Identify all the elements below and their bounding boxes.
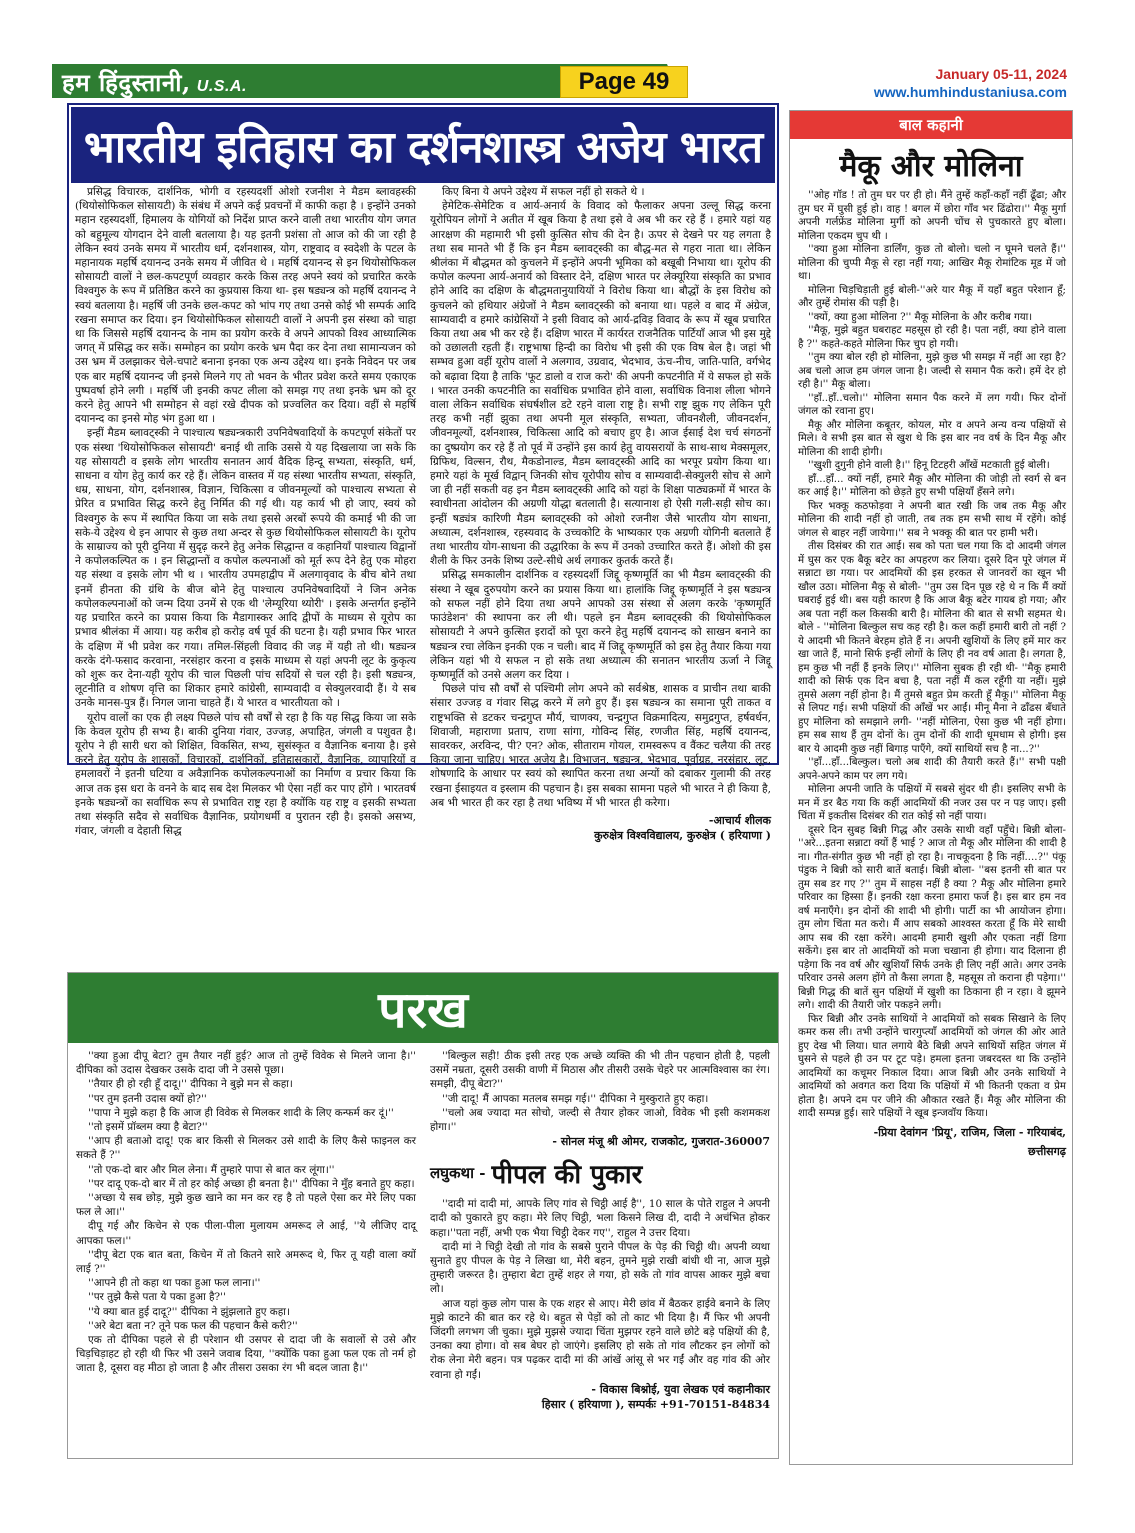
story-author: -प्रिया देवांगन 'प्रियू', राजिम, जिला - गरियाबंद,: [873, 1125, 1066, 1139]
website-link[interactable]: www.humhindustaniusa.com: [873, 84, 1067, 100]
story-paragraph: मोलिना अपनी जाति के पक्षियों में सबसे सुंदर थी ही। इसलिए सभी के मन में डर बैठ गया कि कहीं आदमियों की नजर उस पर न पड़ जाए। इसी चिंता में इकतीस दिसंबर की रात कोई सो नहीं पाया।: [798, 784, 1066, 822]
story-paragraph: ''दादी मां दादी मां, आपके लिए गांव से चिट्ठी आई है'', 10 साल के पोते राहुल ने अपनी दादी को पुकारते हुए कहा। मेरे लिए चिट्ठी, भला किसने लिख दी, दादी ने अचंभित होकर कहा।''पता नहीं, अभी एक भैया चिट्ठी देकर गए'', राहुल ने उत्तर दिया।: [430, 1198, 770, 1239]
story-paragraph: ''क्यों, क्या हुआ मोलिना ?'' मैकू मोलिना के और करीब गया।: [808, 311, 1033, 323]
story-paragraph: ''तुम क्या बोल रही हो मोलिना, मुझे कुछ भी समझ में नहीं आ रहा है? अब चलो आज हम जंगल जाना है। जल्दी से समान पैक करो। हमें देर हो रही है।'' मैकू बोला।: [798, 352, 1066, 390]
laghukatha-contact: हिसार ( हरियाणा ), सम्पर्कः +91-70151-84834: [541, 1397, 770, 1411]
brand-name: हम हिंदुस्तानी,: [62, 68, 191, 97]
story-paragraph: फिर बिन्नी और उनके साथियों ने आदमियों को सबक सिखाने के लिए कमर कस ली। तभी उन्होंने चारगुप्त्याँ आदमियों को जंगल की ओर आते हुए देख भी लिया। घात लगाये बैठे बिन्नी अपने साथियों सहित जंगल में घुसने से पहले ही उन पर टूट पड़े। हमला इतना जबरदस्त था कि उन्होंने आदमियों का कचूमर निकाल दिया। आज बिन्नी और उनके साथियों ने आदमियों को अवगत करा दिया कि पक्षियों में भी कितनी एकता व प्रेम होता है। अपने दम पर जीने की औकात रखते हैं। मैकू और मोलिना की शादी सम्पन्न हुई। सारे पक्षियों ने खूब इन्जवॉय किया।: [798, 1013, 1066, 1119]
parakh-column-1: [76, 1049, 416, 1454]
story-paragraph: हाँ...हाँ... क्यों नहीं, हमारे मैकू और मोलिना की जोड़ी तो स्वर्ग से बन कर आई है।'' मोलिना को छेड़ते हुए सभी पक्षियाँ हँसने लगे।: [798, 473, 1066, 498]
dialogue-line: ''तैयार ही हो रही हूँ दादू।'' दीपिका ने बुझे मन से कहा।: [88, 1078, 293, 1091]
story-body: [798, 189, 1066, 1159]
laghukatha-heading: [430, 1155, 770, 1191]
parakh-column-2: [430, 1049, 770, 1454]
article-paragraph: प्रसिद्ध विचारक, दार्शनिक, भोगी व रहस्यदर्शी ओशो रजनीश ने मैडम ब्लावहस्की (थियोसोफिकल सोसायटी) के संबंध में अपने कई प्रवचनों में काफी कहा है । इन्होंने उनको महान रहस्यदर्शी, हिमालय के योगियों को निर्देश प्राप्त करने वाली तथा भारतीय योग जगत को बहुमूल्य योगदान देने वाली बतलाया है। यह इतनी प्रशंसा तो आज को की जा रही है लेकिन स्वयं उनके समय में भारतीय धर्म, दर्शनशास्त्र, योग, राष्ट्रवाद व स्वदेशी के पटल के महानायक महर्षि दयानन्द उनके समय में जीवित थे । महर्षि दयानन्द से इन थियोसोफिकल सोसायटी वालों ने छल-कपटपूर्ण व्यवहार करके किस तरह अपने स्वयं को प्रचारित करके विश्वगुरु के रूप में प्रतिष्ठित करने का कुप्रयास किया था- इस षड्यन्त्र को महर्षि दयानन्द ने स्वयं बतलाया है। महर्षि जी उनके छल-कपट को भांप गए तथा उनसे कोई भी सम्पर्क आदि रखना समाप्त कर दिया। इन थियोसोफिकल सोसायटी वालों ने अपनी इस संस्था को चाहा था कि जिससे महर्षि दयानन्द के नाम का प्रयोग करके वे अपने आपको विश्व आध्यात्मिक जगत् में प्रसिद्ध कर सकें। सम्मोहन का प्रयोग करके भ्रम पैदा कर देना तथा सामान्यजन को उस भ्रम में उलझाकर चेले-चपाटे बनाना इनका एक अन्य उद्देश्य था। इनके निवेदन पर जब एक बार महर्षि दयानन्द जी इनसे मिलने गए तो भवन के भीतर प्रवेश करते समय एकाएक पुष्पवर्षा होने लगी । महर्षि जी इनकी कपट लीला को समझ गए तथा इनके भ्रम को दूर करने हेतु आपने भी सम्मोहन से वहां रखे दीपक को प्रज्वलित कर दिया। वहीं से महर्षि दयानन्द का इनसे मोह भंग हुआ था ।: [75, 186, 416, 426]
story-paragraph: आज यहां कुछ लोग पास के एक शहर से आए। मेरी छांव में बैठकर हाईवे बनाने के लिए मुझे काटने की बात कर रहे थे। बहुत से पेड़ों को तो काट भी दिया है। मैं फिर भी अपनी जिंदगी लगभग जी चुका। मुझे मुझसे ज्यादा चिंता मुझपर रहने वाले छोटे बड़े पक्षियों की है, उनका क्या होगा। वो सब बेघर हो जाएंगे। इसलिए हो सके तो गांव लौटकर इन लोगों को रोक लेना मेरी बहन। पत्र पढ़कर दादी मां की आंखें आंसू से भर गईं और वह गांव की ओर रवाना हो गईं।: [430, 1297, 770, 1381]
author-affiliation: कुरुक्षेत्र विश्वविद्यालय, कुरुक्षेत्र ( हरियाणा ): [594, 828, 771, 842]
laghukatha-author: - विकास बिश्नोई, युवा लेखक एवं कहानीकार: [591, 1382, 770, 1396]
dialogue-line: ''दीपू बेटा एक बात बता, किचेन में तो कितने सारे अमरूद थे, फिर तू यही वाला क्यों लाई ?'': [76, 1248, 416, 1276]
dialogue-line: ''पर तुम इतनी उदास क्यों हो?'': [88, 1092, 207, 1105]
dialogue-line: ''क्या हुआ दीपू बेटा? तुम तैयार नहीं हुई? आज तो तुम्हें विवेक से मिलने जाना है।'' दीपिका को उदास देखकर उसके दादा जी ने उससे पूछा।: [76, 1050, 416, 1077]
story-paragraph: ''क्या हुआ मोलिना डार्लिंग, कुछ तो बोलो। चलो न घूमने चलते हैं।'' मोलिना की चुप्पी मैकू से रहा नहीं गया; आखिर मैकू रोमांटिक मूड में जो था।: [798, 244, 1066, 282]
article-columns: [75, 185, 772, 842]
section-tag: बाल कहानी: [790, 111, 1072, 139]
dialogue-line: ''जी दादू! मैं आपका मतलब समझ गई।'' दीपिका ने मुस्कुराते हुए कहा।: [442, 1092, 709, 1105]
story-paragraph: तीस दिसंबर की रात आई। सब को पता चल गया कि दो आदमी जंगल में घुस कर एक बैकू बटेर का अपहरण कर लिया। दूसरे दिन पूरे जंगल में सन्नाटा छा गया। पर आदमियों की इस हरकत से जानवरों का खून भी खौल उठा। मोलिना मैकू से बोली- ''तुम उस दिन पूछ रहे थे न कि मैं क्यों घबराई हुई थी। बस यही कारण है कि आज बैकू बटेर गायब हो गया; और अब पता नहीं कल किसकी बारी है। मोलिना की बात से सभी सहमत थे। बोले - ''मोलिना बिल्कुल सच कह रही है। कल कहीं हमारी बारी तो नहीं ? ये आदमी भी कितने बेरहम होते हैं न। अपनी खुशियों के लिए हमें मार कर खा जाते हैं, मानो सिर्फ इन्हीं लोगों के लिए ही नव वर्ष आता है। लगता है, हम कुछ भी नहीं हैं इनके लिए।'' मोलिना सुबक ही रही थी- ''मैकू हमारी शादी को सिर्फ एक दिन बचा है, पता नहीं मैं कल रहूँगी या नहीं। मुझे तुमसे अलग नहीं होना है। मैं तुमसे बहुत प्रेम करती हूँ मैकू।'' मोलिना मैकू से लिपट गई। सभी पक्षियों की आँखें भर आईं। मीनू मैना ने ढाँढस बँधाते हुए मोलिना को समझाने लगी- ''नहीं मोलिना, ऐसा कुछ भी नहीं होगा। हम सब साथ हैं तुम दोनों के। तुम दोनों की शादी धूमधाम से होगी। इस बार ये आदमी कुछ नहीं बिगाड़ पाएँगे, क्यों साथियों सच है ना...?'': [798, 541, 1066, 755]
dialogue-line: ''तो इसमें प्रॉब्लम क्या है बेटा?'': [88, 1121, 208, 1134]
dialogue-line: ''पापा ने मुझे कहा है कि आज ही विवेक से मिलकर शादी के लिए कन्फर्म कर दूं।'': [88, 1106, 394, 1119]
article-paragraph: प्रसिद्ध समकालीन दार्शनिक व रहस्यदर्शी जिद्दू कृष्णमूर्ति का भी मैडम ब्लावट्स्की की संस्था ने खूब दुरुपयोग करने का प्रयास किया था। हालांकि जिद्दू कृष्णमूर्ति ने इस षड्यन्त्र को सफल नहीं होने दिया तथा अपने आपको उस संस्था से अलग करके 'कृष्णमूर्ति फाउंडेशन' की स्थापना कर ली थी। पहले इन मैडम ब्लावट्स्की की थियोसोफिकल सोसायटी ने अपने कुत्सित इरादों को पूरा करने हेतु महर्षि दयानन्द को साखन बनाने का षड्यन्त्र रचा लेकिन इनकी एक न चली। बाद में जिद्दू कृष्णमूर्ति को इस हेतु तैयार किया गया लेकिन यहां भी ये सफल न हो सके तथा अध्यात्म की सनातन भारतीय ऊर्जा ने जिद्दू कृष्णमूर्ति को उनसे अलग कर दिया ।: [430, 569, 772, 681]
dialogue-line: ''तो एक-दो बार और मिल लेना। मैं तुम्हारे पापा से बात कर लूंगा।'': [88, 1163, 335, 1176]
bal-kahani-section: [789, 110, 1073, 1465]
laghukatha-title: पीपल की पुकार: [491, 1160, 643, 1191]
story-title: मैकू और मोलिना: [839, 149, 1023, 184]
article-column-1: [75, 185, 416, 843]
dialogue-line: ''अच्छा ये सब छोड़, मुझे कुछ खाने का मन कर रह है तो पहले ऐसा कर मेरे लिए पका फल ले आ।'': [76, 1192, 416, 1219]
story-paragraph: ''मैकू, मुझे बहुत घबराहट महसूस हो रही है। पता नहीं, क्या होने वाला है ?'' कहते-कहते मोलिना फिर चुप हो गयी।: [798, 325, 1066, 350]
parakh-section: [67, 972, 779, 1459]
story-paragraph: मैकू और मोलिना कबूतर, कोयल, मोर व अपने अन्य वन्य पक्षियों से मिले। वे सभी इस बात से खुश थे कि इस बार नव वर्ष के दिन मैकू और मोलिना की शादी होगी।: [798, 419, 1066, 458]
dialogue-line: ''आप ही बताओ दादू! एक बार किसी से मिलकर उसे शादी के लिए कैसे फाइनल कर सकते हैं ?'': [76, 1135, 416, 1162]
parakh-columns: [76, 1049, 770, 1454]
story-paragraph: दादी मां ने चिट्ठी देखी तो गांव के सबसे पुराने पीपल के पेड़ की चिट्ठी थी। अपनी व्यथा सुनाते हुए पीपल के पेड़ ने लिखा था, मेरी बहन, तुमने मुझे राखी बांधी थी ना, आज मुझे तुम्हारी जरूरत है। तुम्हारा बेटा तुम्हें शहर ले गया, हो सके तो गांव वापस आकर मुझे बचा लो।: [430, 1240, 770, 1296]
article-paragraph: पिछले पांच सौ वर्षों से पश्चिमी लोग अपने को सर्वश्रेष्ठ, शासक व प्राचीन तथा बाकी संसार उज्जड़ व गंवार सिद्ध करने में लगे हुए हैं। इस षड्यन्त्र का समाना पूरी ताकत व राष्ट्रभक्ति से डटकर चन्द्रगुप्त मौर्य, चाणक्य, चन्द्रगुप्त विक्रमादित्य, समुद्रगुप्त, हर्षवर्धन, शिवाजी, महाराणा प्रताप, राणा सांगा, गोविन्द सिंह, रणजीत सिंह, महर्षि दयानन्द, सावरकर, अरविन्द, पी? एन? ओक, सीताराम गोयल, रामस्वरूप व वैंकट चलैया की तरह किया जाना चाहिए। भारत अजेय है। विभाजन, षड्यन्त्र, भेदभाव, पूर्वाग्रह, नरसंहार, लूट, शोषणादि के आधार पर स्वयं को स्थापित करना तथा अन्यों को दबाकर गुलामी की तरह रखना ईसाइयत व इस्लाम की पहचान है। इस सबका सामना पहले भी भारत ने ही किया है, अब भी भारत ही कर रहा है तथा भविष्य में भी भारत ही करेगा।: [430, 683, 771, 809]
story-author-state: छत्तीसगढ़: [1028, 1144, 1066, 1158]
issue-date: January 05-11, 2024: [935, 66, 1067, 82]
dialogue-line: दीपू गई और किचेन से एक पीला-पीला मुलायम अमरूद ले आई, ''ये लीजिए दादू आपका फल।'': [76, 1220, 416, 1247]
article-paragraph: इन्हीं मैडम ब्लावट्स्की ने पाश्चात्य षड्यन्त्रकारी उपनिवेषवादियों के कपटपूर्ण संकेतों पर एक संस्था 'थियोसोफिकल सोसायटी' बनाई थी ताकि उससे ये यह दिखलाया जा सके कि यह सोसायटी व इसके लोग भारतीय सनातन आर्य वैदिक हिन्दू सभ्यता, संस्कृति, धर्म, साधना व योग हेतु कार्य कर रहे हैं। लेकिन वास्तव में यह संस्था भारतीय सभ्यता, संस्कृति, धम्र, साधना, योग, दर्शनशास्त्र, विज्ञान, चिकित्सा व जीवनमूल्यों को पाश्चात्य सभ्यता से प्रेरित व प्रभावित सिद्ध करने हेतु निर्मित की गई थी। यह कार्य भी हो जाए, स्वयं को विश्वगुरु के रूप में स्थापित किया जा सके तथा इससे अरबों रूपये की कमाई भी की जा सके-ये उद्देश्य थे इन आपार से कुछ तथा अन्दर से कुछ थियोसोफिकल सोसायटी के। यूरोप के साम्राज्य को पूरी दुनिया में सुदृढ़ करने हेतु अनेक सिद्धान्त व कहानियाँ पाश्चात्य विद्वानों ने कपोलकल्पित क । इन सिद्धान्तों व कपोल कल्पनाओं को मूर्त रूप देने हेतु एक मोहरा यह संस्था व इसके लोग भी थ । भारतीय उपमहाद्वीप में अलगावृवाद के बीच बोने तथा इनमें हीनता की ग्रंथि के बीज बोने हेतु पाश्चात्य उपनिवेषवादियों ने जिन अनेक कपोलकल्पनाओं को जन्म दिया उनमें से एक थी 'लेम्यूरिया थ्योरी' । इसके अन्तर्गत इन्होंने यह प्रचारित करने का प्रयास किया कि मैडागास्कर आदि द्वीपों के माध्यम से यूरोप का प्रभाव श्रीलंका में आया। यह करीब हो करोड़ वर्ष पूर्व की घटना है। यही प्रभाव फिर भारत के दक्षिण में भी प्रवेश कर गया। तमिल-सिंहली विवाद की जड़ में यही तो थी। षड्यन्त्र करके दंगे-फसाद करवाना, नरसंहार करना व इसके माध्यम से यहां अपनी लूट के कुकृत्य को शुरू कर देना-यही यूरोप की चाल पिछली पांच सदियों से चल रही है। इसी षड्यन्त्र, लूटनीति व शोषण वृत्ति का शिकार हमारे कांग्रेसी, साम्यवादी व सेक्युलरवादी हैं। ये सब उनके मानस-पुत्र हैं। निगल जाना चाहते हैं। ये भारत व भारतीयता को ।: [75, 427, 416, 710]
article-paragraph: हेमेटिक-सेमेटिक व आर्य-अनार्य के विवाद को फैलाकर अपना उल्लू सिद्ध करना यूरोपियन लोगों ने अतीत में खूब किया है तथा इसे वे अब भी कर रहे हैं । हमारे यहां यह आरक्षण की महामारी भी इसी कुत्सित सोच की देन है। ऊपर से देखने पर यह लगता है तथा सब मानते भी हैं कि इन मैडम ब्लावट्स्की का बौद्ध-मत से गहरा नाता था। लेकिन श्रीलंका में बौद्धमत को कुचलने में इन्होंने अपनी भूमिका को बखूबी निभाया था। यूरोप की कपोल कल्पना आर्य-अनार्य को विस्तार देने, दक्षिण भारत पर लेक्यूरिया संस्कृति का प्रभाव होने आदि का दक्षिण के बौद्धमतानुयायियों ने विरोध किया था। बौद्धों के इस विरोध को कुचलने को हथियार अंग्रेजों ने मैडम ब्लावट्स्की को बनाया था। पहले व बाद में अंग्रेज, साम्यवादी व हमारे कांग्रेसियों ने इसी विवाद को आर्य-द्रविड़ विवाद के रूप में खूब प्रचारित किया तथा अब भी कर रहे हैं। दक्षिण भारत में कार्यरत राजनैतिक पार्टियाँ आज भी इस मुद्दे को उछालती रहती हैं। राष्ट्रभाषा हिन्दी का विरोध भी इसी की एक विष बेल है। जहां भी सम्भव हुआ वहीं यूरोप वालों ने अलगाव, उग्रवाद, भेदभाव, ऊंच-नीच, जाति-पाति, वर्गभेद को बढ़ावा दिया है ताकि 'फूट डालो व राज करो' की अपनी कपटनीति में ये सफल हो सकें । भारत उनकी कपटनीति का सर्वाधिक प्रभावित होने वाला, सर्वाधिक विनाश लीला भोगने वाला लेकिन सर्वाधिक संघर्षशील डटे रहने वाला राष्ट्र है। सभी राष्ट्र झुक गए लेकिन पूरी तरह कभी नहीं झुका तथा अपनी मूल संस्कृति, सभ्यता, जीवनशैली, जीवनदर्शन, जीवनमूल्यों, दर्शनशास्त्र, चिकित्सा आदि को बचाए हुए है। आज ईसाई देश चर्च संगठनों का दुष्प्रयोग कर रहे हैं तो पूर्व में उन्होंने इस कार्य हेतु वायसरायों के साथ-साथ मेक्समूलर, ग्रिफिथ, विल्सन, रौथ, मैकडोनाल्ड, मैडम ब्लावट्स्की आदि का भरपूर प्रयोग किया था। हमारे यहां के मूर्ख विद्वान् जिनकी सोच यूरोपीय सोच व साम्यवादी-सेक्युलरी सोच से आगे जा ही नहीं सकती वह इन मैडम ब्लावट्स्की आदि को यहां के शिक्षा पाठ्यक्रमों में भारत के स्वाधीनता आंदोलन की अग्रणी योद्धा बतलाती है। सत्यानाश हो ऐसी गली-सड़ी सोच का। इन्हीं षड्यंत्र कारिणी मैडम ब्लावट्स्की को ओशो रजनीश जैसे भारतीय योग साधना, अध्यात्म, दर्शनशास्त्र, रहस्यवाद के उच्चकोटि के भाष्यकार एक अग्रणी योगिनी बतलाते हैं तथा भारतीय योग-साधना की उद्धारिका के रूप में उनको उच्चारित करते हैं। ओशो की इस शैली के फिर उनके शिष्य उल्टे-सीधे अर्थ लगाकर कुतर्क करते हैं।: [430, 200, 771, 568]
brand-logo: [62, 66, 247, 99]
dialogue-line: ''अरे बेटा बता न? तूने पक फल की पहचान कैसे करी?'': [88, 1319, 298, 1332]
story-paragraph: फिर भक्कू कठफोड़वा ने अपनी बात रखी कि जब तक मैकू और मोलिना की शादी नहीं हो जाती, तब तक हम सभी साथ में रहेंगे। कोई जंगल से बाहर नहीं जायेगा।'' सब ने भक्कू की बात पर हामी भरी।: [798, 500, 1066, 539]
story-paragraph: ''ओह गॉड ! तो तुम घर पर ही हो। मैंने तुम्हें कहाँ-कहाँ नहीं ढूँढा; और तुम घर में घुसी हुई हो। वाह ! बगल में छोरा गाँव भर ढिंढोरा।'' मैकू मुर्गा अपनी गर्लफ्रेंड मोलिना मुर्गी को अपनी चोंच से पुचकारते हुए बोला। मोलिना एकदम चुप थी ।: [798, 190, 1066, 242]
article-paragraph: यूरोप वालों का एक ही लक्ष्य पिछले पांच सौ वर्षों से रहा है कि यह सिद्ध किया जा सके कि केवल यूरोप ही सभ्य है। बाकी दुनिया गंवार, उज्जड़, अपाहित, जंगली व पशुवत है। यूरोप ने ही सारी धरा को शिक्षित, विकसित, सभ्य, सुसंस्कृत व वैज्ञानिक बनाया है। इसे करने हेतु यूरोप के शासकों, विचारकों, दार्शनिकों, इतिहासकारों, वैज्ञानिक, व्यापारियों व हमलावरों ने इतनी घटिया व अवैज्ञानिक कपोलकल्पनाओं का निर्माण व प्रचार किया कि आज तक इस धरा के वनने के बाद सब देश मिलकर भी ऐसा नहीं कर पाए होंगे । भारतवर्ष इनके षड्यन्त्रों का सर्वाधिक रूप से प्रभावित राष्ट्र रहा है क्योंकि यह राष्ट्र व इसकी सभ्यता तथा संस्कृति सदैव से सर्वाधिक वैज्ञानिक, प्रयोगधर्मी व पुरातन रही है। इसको असभ्य, गंवार, जंगली व देहाती सिद्ध: [75, 711, 416, 838]
brand-suffix: U.S.A.: [196, 78, 247, 95]
main-article: [67, 103, 779, 842]
parakh-author: - सोनल मंजू श्री ओमर, राजकोट, गुजरात-360007: [552, 1135, 770, 1149]
author-name: -आचार्य शीलक: [708, 813, 771, 827]
dialogue-line: ''बिल्कुल सही! ठीक इसी तरह एक अच्छे व्यक्ति की भी तीन पहचान होती है, पहली उसमें नम्रता, दूसरी उसकी वाणी में मिठास और तीसरी उसके चेहरे पर आत्मविश्वास का रंग। समझी, दीपू बेटा?'': [430, 1050, 770, 1091]
dialogue-line: ''पर दादू एक-दो बार में तो हर कोई अच्छा ही बनता है।'' दीपिका ने मुँह बनाते हुए कहा।: [88, 1177, 415, 1190]
story-paragraph: मोलिना चिड़चिड़ाती हुई बोली-''अरे यार मैकू में यहाँ बहुत परेशान हूँ; और तुम्हें रोमांस की पड़ी है।: [798, 284, 1066, 309]
story-paragraph: ''खुशी दुगुनी होने वाली है।'' हिनू टिटहरी आँखें मटकाती हुई बोली।: [808, 460, 1050, 471]
dialogue-line: ''आपने ही तो कहा था पका हुआ फल लाना।'': [88, 1277, 261, 1290]
dialogue-line: ''ये क्या बात हुई दादू?'' दीपिका ने झुंझलाते हुए कहा।: [88, 1305, 290, 1318]
dialogue-line: ''पर तुझे कैसे पता ये पका हुआ है?'': [88, 1291, 226, 1304]
story-paragraph: ''हाँ...हाँ...बिल्कुल। चलो अब शादी की तैयारी करते हैं।'' सभी पक्षी अपने-अपने काम पर लग गये।: [798, 757, 1066, 782]
parakh-banner: परख: [68, 973, 778, 1043]
article-paragraph: किए बिना ये अपने उद्देश्य में सफल नहीं हो सकते थे ।: [442, 186, 645, 198]
story-paragraph: दूसरे दिन सुबह बिन्नी गिद्ध और उसके साथी वहाँ पहुँचे। बिन्नी बोला- ''अरे...इतना सन्नाटा क्यों हैं भाई ? आज तो मैकू और मोलिना की शादी है ना। गीत-संगीत कुछ भी नहीं हो रहा है। नाचकूदना है कि नहीं....?'' पंकू पंडुक ने बिन्नी को सारी बातें बताई। बिन्नी बोला- ''बस इतनी सी बात पर तुम सब डर गए ?'' तुम में साहस नहीं है क्या ? मैकू और मोलिना हमारे परिवार का हिस्सा हैं। इनकी रक्षा करना हमारा फर्ज है। इस बार हम नव वर्ष मनाएँगे। इन दोनों की शादी भी होगी। पार्टी का भी आयोजन होगा। तुम लोग चिंता मत करो। मैं आप सबको आश्वस्त करता हूँ कि मेरे साथी आप सब की रक्षा करेंगे। आदमी हमारी खुशी और एकता नहीं डिगा सकेंगे। इस बार तो आदमियों को मजा चखाना ही होगा। याद दिलाना ही पड़ेगा कि नव वर्ष और खुशियाँ सिर्फ उनके ही लिए नहीं आते। अगर उनके परिवार उनसे अलग होंगे तो कैसा लगता है, महसूस तो कराना ही पड़ेगा।'' बिन्नी गिद्ध की बातें सुन पक्षियों में खुशी का ठिकाना ही न रहा। वे झूमने लगे। शादी की तैयारी जोर पकड़ने लगी।: [798, 824, 1066, 1011]
story-paragraph: ''हाँ..हाँ..चलो।'' मोलिना समान पैक करने में लग गयी। फिर दोनों जंगल को रवाना हुए।: [798, 392, 1066, 417]
dialogue-line: ''चलो अब ज्यादा मत सोचो, जल्दी से तैयार होकर जाओ, विवेक भी इसी कशमकश होगा।'': [430, 1106, 770, 1134]
dialogue-line: एक तो दीपिका पहले से ही परेशान थी उसपर से दादा जी के सवालों से उसे और चिड़चिड़ाहट हो रही थी फिर भी उसने जवाब दिया, ''क्योंकि पका हुआ फल एक तो नर्म हो जाता है, दूसरा वह मीठा हो जाता है और तीसरा उसका रंग भी बदल जाता है।'': [76, 1334, 416, 1375]
laghukatha-label: लघुकथा -: [430, 1164, 486, 1183]
page-number: Page 49: [560, 66, 688, 98]
article-headline: भारतीय इतिहास का दर्शनशास्त्र अजेय भारत: [71, 107, 775, 183]
masthead: [0, 0, 1135, 100]
article-column-2: [430, 185, 771, 843]
